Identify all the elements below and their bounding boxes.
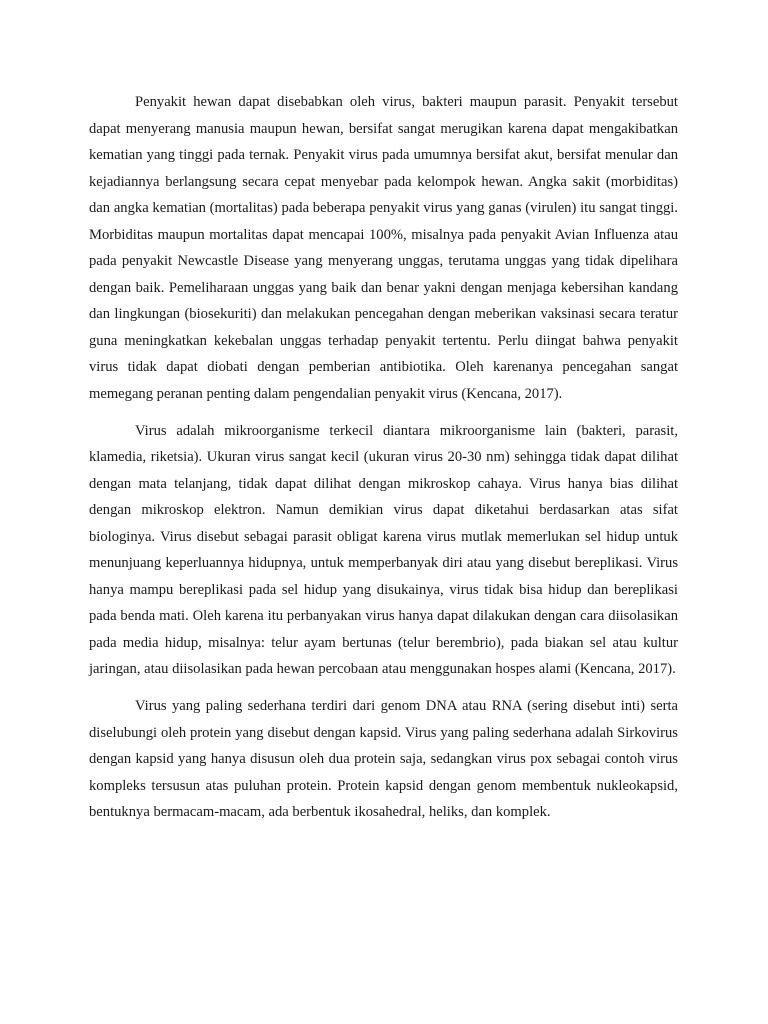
paragraph-2: Virus adalah mikroorganisme terkecil diantara mikroorganisme lain (bakteri, parasit, klamedia, riketsia). Ukuran virus sangat kecil (ukuran virus 20-30 nm) sehingga tidak dapat dilihat dengan mata telanjang, tidak dapat dilihat dengan mikroskop cahaya. Virus hanya bias dilihat dengan mikroskop elektron. Namun demikian virus dapat diketahui berdasarkan atas sifat biologinya. Virus disebut sebagai parasit obligat karena virus mutlak memerlukan sel hidup untuk menunjuang keperluannya hidupnya, untuk memperbanyak diri atau yang disebut bereplikasi. Virus hanya mampu bereplikasi pada sel hidup yang disukainya, virus tidak bisa hidup dan bereplikasi pada benda mati. Oleh karena itu perbanyakan virus hanya dapat dilakukan dengan cara diisolasikan pada media hidup, misalnya: telur ayam bertunas (telur berembrio), pada biakan sel atau kultur jaringan, atau diisolasikan pada hewan percobaan atau menggunakan hospes alami (Kencana, 2017). [89, 422, 678, 678]
paragraph-1: Penyakit hewan dapat disebabkan oleh virus, bakteri maupun parasit. Penyakit tersebut dapat menyerang manusia maupun hewan, bersifat sangat merugikan karena dapat mengakibatkan kematian yang tinggi pada ternak. Penyakit virus pada umumnya bersifat akut, bersifat menular dan kejadiannya berlangsung secara cepat menyebar pada kelompok hewan. Angka sakit (morbiditas) dan angka kematian (mortalitas) pada beberapa penyakit virus yang ganas (virulen) itu sangat tinggi. Morbiditas maupun mortalitas dapat mencapai 100%, misalnya pada penyakit Avian Influenza atau pada penyakit Newcastle Disease yang menyerang unggas, terutama unggas yang tidak dipelihara dengan baik. Pemeliharaan unggas yang baik dan benar yakni dengan menjaga kebersihan kandang dan lingkungan (biosekuriti) dan melakukan pencegahan dengan meberikan vaksinasi secara teratur guna meningkatkan kekebalan unggas terhadap penyakit tertentu. Perlu diingat bahwa penyakit virus tidak dapat diobati dengan pemberian antibiotika. Oleh karenanya pencegahan sangat memegang peranan penting dalam pengendalian penyakit virus (Kencana, 2017). [89, 94, 678, 403]
document-body [89, 89, 678, 836]
paragraph-3: Virus yang paling sederhana terdiri dari genom DNA atau RNA (sering disebut inti) serta diselubungi oleh protein yang disebut dengan kapsid. Virus yang paling sederhana adalah Sirkovirus dengan kapsid yang hanya disusun oleh dua protein saja, sedangkan virus pox sebagai contoh virus kompleks tersusun atas puluhan protein. Protein kapsid dengan genom membentuk nukleokapsid, bentuknya bermacam-macam, ada berbentuk ikosahedral, heliks, dan komplek. [89, 698, 678, 821]
